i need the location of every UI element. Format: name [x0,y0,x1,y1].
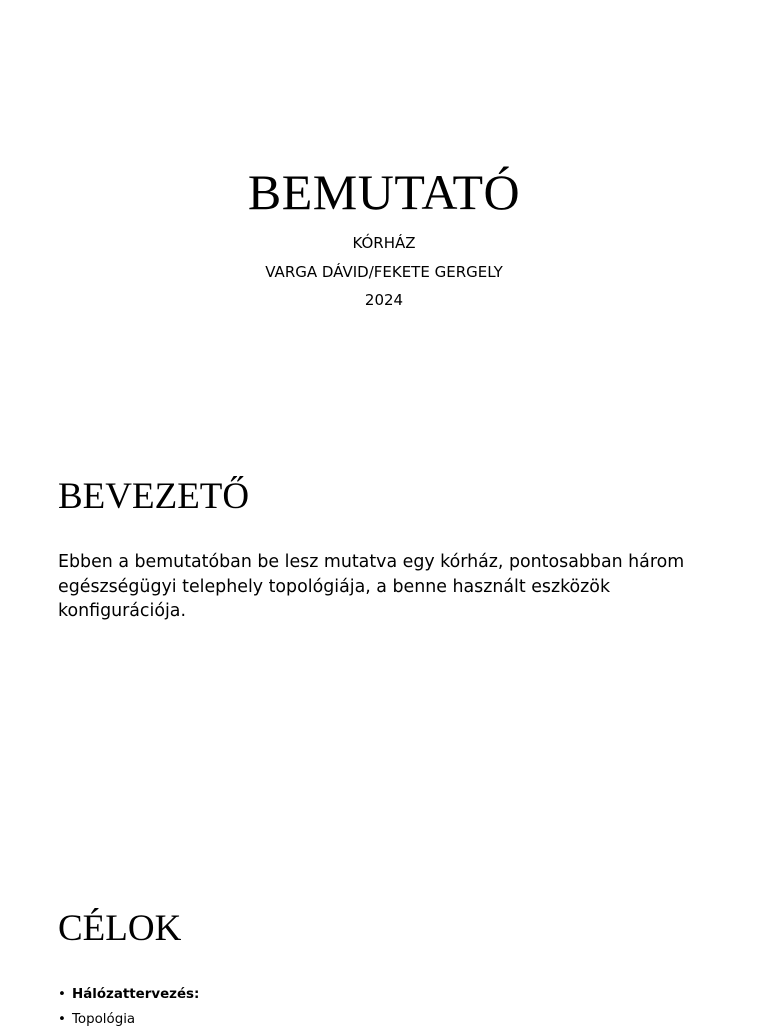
goals-heading: CÉLOK [58,908,182,949]
goal-item-topology: Topológia [72,1012,136,1027]
subtitle-authors: VARGA DÁVID/FEKETE GERGELY [265,262,503,281]
subtitle-institution: KÓRHÁZ [352,234,416,252]
list-item [58,1007,199,1032]
intro-heading: BEVEZETŐ [58,476,250,517]
bullet-icon: • [58,987,66,1002]
list-item [58,982,199,1007]
subtitle-year: 2024 [364,291,404,309]
bullet-icon: • [58,1012,66,1027]
goals-list [58,982,199,1032]
goal-item-network-design: Hálózattervezés: [72,987,200,1002]
intro-paragraph: Ebben a bemutatóban be lesz mutatva egy kórház, pontosabban három egészségügyi telephely topológiája, a benne használt eszközök konfigurációja. [58,552,685,621]
title-subtitle [0,229,768,315]
presentation-title: BEMUTATÓ [247,164,521,220]
